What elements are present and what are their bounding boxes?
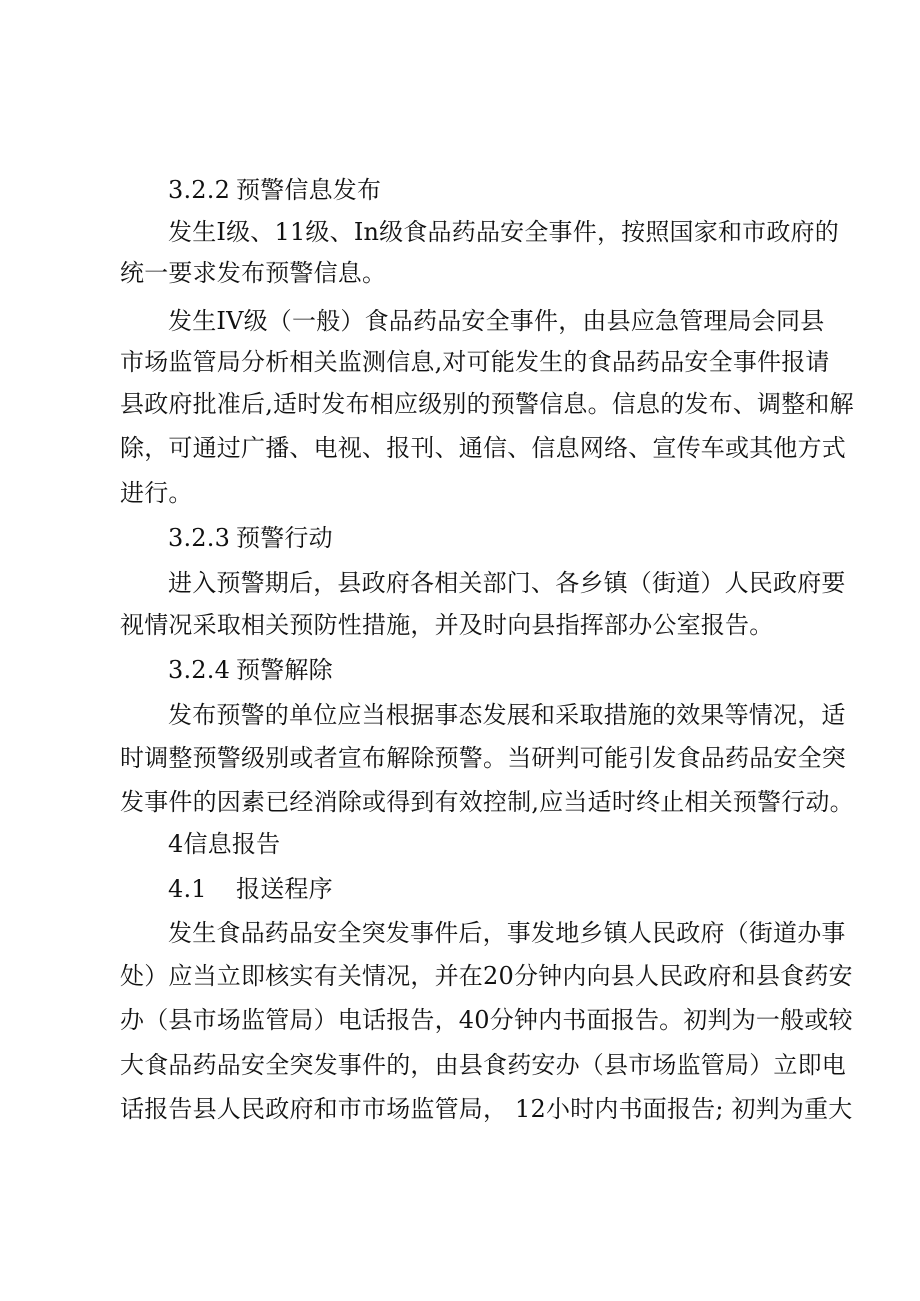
section-heading-3-2-2 [168, 170, 868, 210]
paragraph-line: 发生食品药品安全突发事件后，事发地乡镇人民政府（街道办事 [168, 919, 846, 947]
section-number: 3.2.4 [168, 656, 231, 684]
paragraph-line: 话报告县人民政府和市市场监管局， 12小时内书面报告; 初判为重大 [120, 1095, 853, 1123]
paragraph-line: 除，可通过广播、电视、报刊、通信、信息网络、宣传车或其他方式 [120, 434, 846, 462]
paragraph-line: 大食品药品安全突发事件的，由县食药安办（县市场监管局）立即电 [120, 1051, 846, 1079]
paragraph-line: 发生IV级（一般）食品药品安全事件，由县应急管理局会同县 [168, 307, 825, 335]
paragraph-line: 视情况采取相关预防性措施，并及时向县指挥部办公室报告。 [120, 611, 774, 639]
section-number: 4.1 [168, 875, 207, 903]
section-number: 3.2.2 [168, 176, 231, 204]
paragraph-line: 进入预警期后，县政府各相关部门、各乡镇（街道）人民政府要 [168, 569, 846, 597]
paragraph-line: 处）应当立即核实有关情况，并在20分钟内向县人民政府和县食药安 [120, 962, 853, 990]
paragraph-line: 进行。 [120, 479, 193, 507]
paragraph-line: 发布预警的单位应当根据事态发展和采取措施的效果等情况，适 [168, 701, 846, 729]
section-title: 预警行动 [236, 524, 333, 552]
section-heading-3-2-4 [168, 650, 868, 690]
paragraph-line: 时调整预警级别或者宣布解除预警。当研判可能引发食品药品安全突 [120, 744, 846, 772]
paragraph-line: 统一要求发布预警信息。 [120, 259, 387, 287]
paragraph-line: 发事件的因素已经消除或得到有效控制,应当适时终止相关预警行动。 [120, 788, 854, 816]
section-heading-3-2-3 [168, 518, 868, 558]
paragraph-line: 办（县市场监管局）电话报告，40分钟内书面报告。初判为一般或较 [120, 1006, 853, 1034]
section-number: 3.2.3 [168, 524, 231, 552]
paragraph-line: 县政府批准后,适时发布相应级别的预警信息。信息的发布、调整和解 [120, 390, 854, 418]
section-title: 预警信息发布 [236, 176, 382, 204]
paragraph-line: 市场监管局分析相关监测信息,对可能发生的食品药品安全事件报请 [120, 348, 830, 376]
section-title: 报送程序 [236, 875, 333, 903]
paragraph-line: 发生I级、11级、In级食品药品安全事件，按照国家和市政府的 [168, 218, 839, 246]
section-title: 预警解除 [236, 656, 333, 684]
chapter-title: 4信息报告 [168, 830, 281, 858]
section-heading-4-1 [168, 869, 868, 909]
chapter-heading-4 [168, 824, 868, 864]
